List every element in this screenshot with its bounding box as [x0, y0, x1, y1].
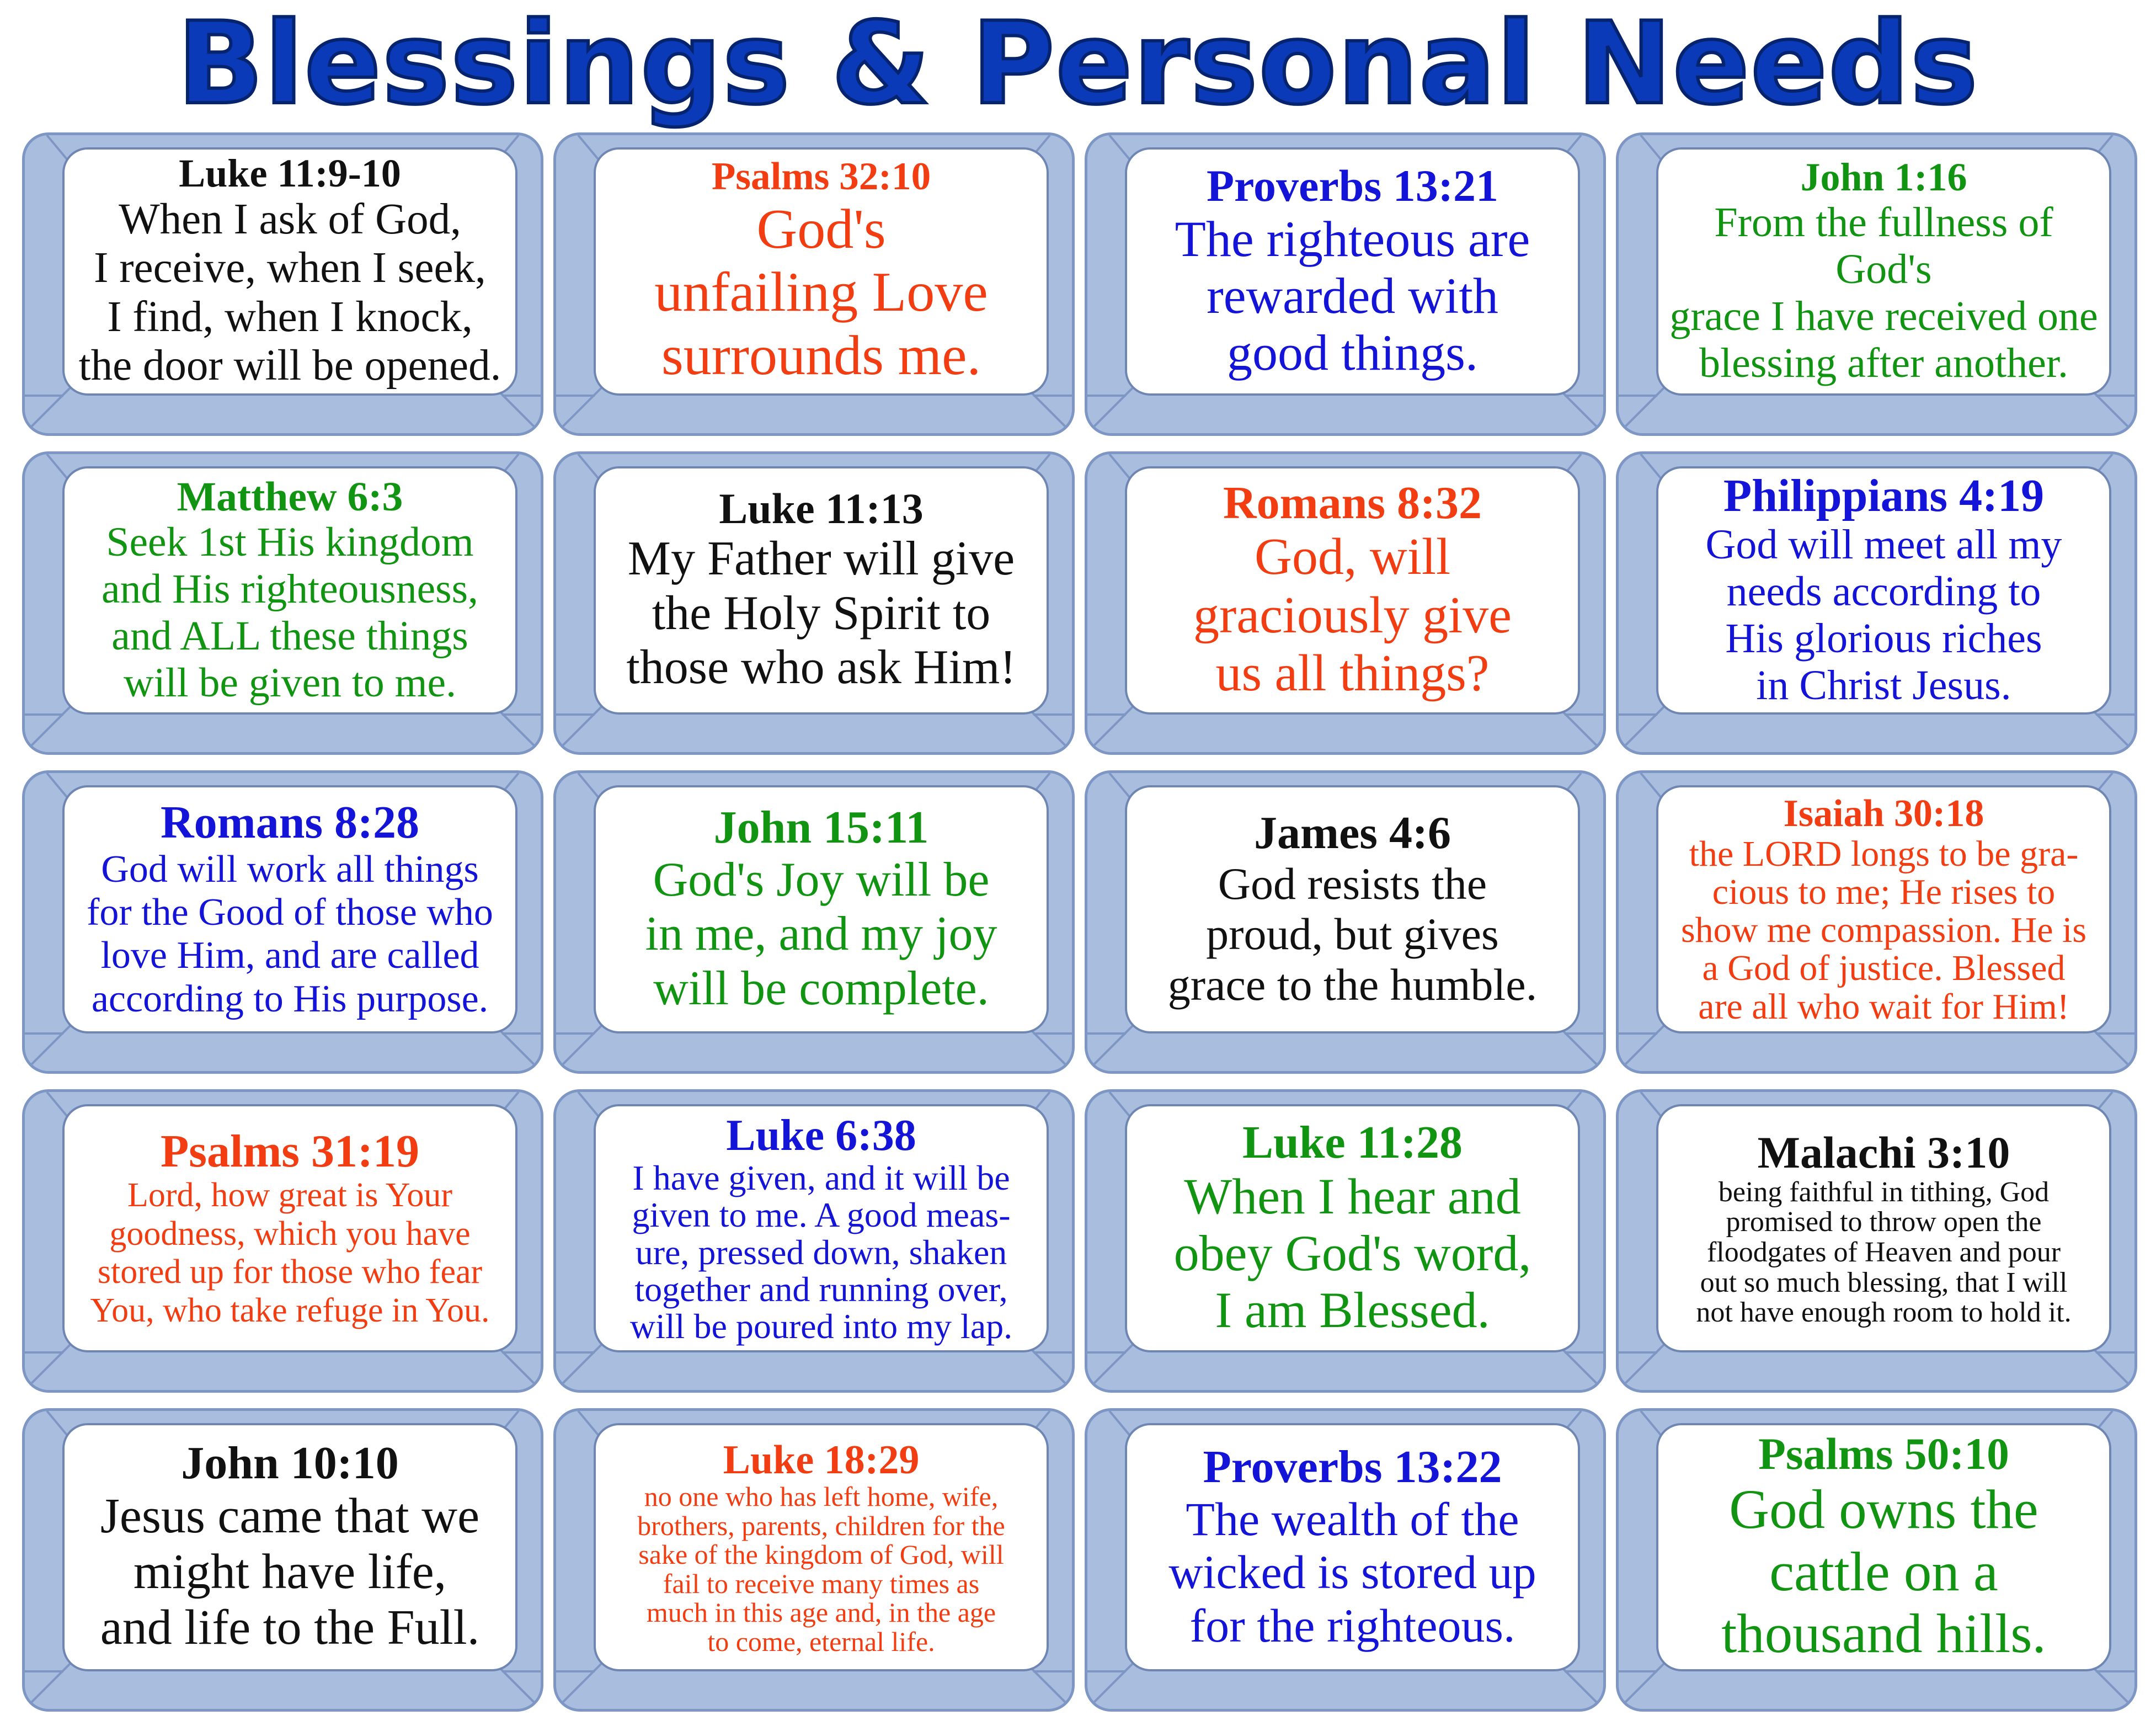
verse-reference: John 15:11 — [713, 801, 929, 853]
verse-panel — [1125, 1104, 1580, 1352]
verse-card — [1085, 770, 1606, 1074]
verse-text: being faithful in tithing, God promised to throw open the floodgates of Heaven and pour out so much blessing, that I will not have enough room to hold it. — [1696, 1176, 2072, 1329]
verse-reference: Psalms 32:10 — [711, 155, 931, 198]
verse-panel — [1125, 147, 1580, 396]
verse-panel — [62, 785, 517, 1034]
verse-panel — [594, 1104, 1049, 1352]
verse-card — [22, 451, 543, 755]
verse-reference: John 10:10 — [181, 1437, 399, 1489]
verse-card — [553, 770, 1075, 1074]
verse-text: The wealth of the wicked is stored up for the righteous. — [1168, 1492, 1536, 1652]
verse-text: God's Joy will be in me, and my joy will be complete. — [645, 853, 997, 1015]
verse-text: God will work all things for the Good of those who love Him, and are called according to His purpose. — [87, 848, 493, 1020]
verse-text: God resists the proud, but gives grace to the humble. — [1167, 858, 1538, 1010]
verse-card — [1085, 451, 1606, 755]
verse-text: My Father will give the Holy Spirit to those who ask Him! — [626, 532, 1016, 695]
verse-text: The righteous are rewarded with good things. — [1175, 210, 1530, 381]
verse-text: no one who has left home, wife, brothers, parents, children for the sake of the kingdom of God, will fail to receive many times as much in this age and, in the age to come, eternal life. — [637, 1481, 1005, 1657]
verse-card — [22, 1089, 543, 1393]
verse-card — [553, 132, 1075, 436]
verse-panel — [1656, 1104, 2111, 1352]
verse-card — [1085, 1408, 1606, 1712]
verse-reference: Psalms 50:10 — [1758, 1428, 2009, 1479]
verse-text: Seek 1st His kingdom and His righteousness, and ALL these things will be given to me. — [102, 519, 478, 706]
verse-card — [1085, 132, 1606, 436]
verse-reference: Isaiah 30:18 — [1783, 792, 1984, 835]
verse-panel — [1656, 785, 2111, 1034]
verse-text: Lord, how great is Your goodness, which you have stored up for those who fear You, who take refuge in You. — [90, 1176, 490, 1329]
page-title: Blessings & Personal Needs — [177, 0, 1979, 130]
verse-reference: John 1:16 — [1800, 155, 1967, 199]
verse-panel — [1125, 466, 1580, 715]
verse-reference: Romans 8:28 — [160, 796, 419, 848]
verse-card — [22, 770, 543, 1074]
verse-panel — [1656, 466, 2111, 715]
verse-reference: Philippians 4:19 — [1723, 470, 2045, 522]
verse-panel — [1125, 1423, 1580, 1671]
verse-reference: Romans 8:32 — [1223, 477, 1482, 529]
verse-text: God's unfailing Love surrounds me. — [654, 198, 988, 387]
verse-card — [1616, 132, 2137, 436]
verse-reference: Luke 11:9-10 — [179, 151, 401, 196]
verse-text: When I hear and obey God's word, I am Blessed. — [1173, 1168, 1531, 1338]
verse-card — [22, 132, 543, 436]
verse-card — [1616, 1089, 2137, 1393]
verse-card — [553, 1408, 1075, 1712]
verse-text: I have given, and it will be given to me. A good meas- ure, pressed down, shaken together and running over, will be poured into my lap. — [629, 1158, 1013, 1346]
verse-reference: Proverbs 13:21 — [1206, 161, 1499, 211]
verse-text: God owns the cattle on a thousand hills. — [1721, 1478, 2046, 1665]
verse-reference: Luke 11:13 — [719, 484, 924, 533]
verse-text: God, will graciously give us all things? — [1193, 528, 1512, 702]
verse-panel — [1656, 1423, 2111, 1671]
verse-card-grid — [22, 132, 2141, 1722]
verse-panel — [594, 1423, 1049, 1671]
verse-card — [22, 1408, 543, 1712]
verse-panel — [62, 1104, 517, 1352]
verse-panel — [594, 147, 1049, 396]
verse-text: When I ask of God, I receive, when I seek, I find, when I knock, the door will be opened. — [78, 195, 501, 390]
verse-reference: Luke 11:28 — [1242, 1117, 1463, 1169]
verse-card — [1616, 451, 2137, 755]
verse-reference: Proverbs 13:22 — [1203, 1441, 1502, 1493]
verse-text: the LORD longs to be gra- cious to me; He rises to show me compassion. He is a God of justice. Blessed are all who wait for Him! — [1680, 833, 2087, 1027]
verse-panel — [594, 466, 1049, 715]
verse-reference: Luke 18:29 — [723, 1437, 920, 1483]
verse-reference: Matthew 6:3 — [177, 473, 403, 520]
verse-panel — [62, 466, 517, 715]
verse-reference: Malachi 3:10 — [1757, 1127, 2010, 1178]
verse-reference: Luke 6:38 — [726, 1111, 916, 1160]
verse-text: God will meet all my needs according to His glorious riches in Christ Jesus. — [1705, 521, 2062, 709]
verse-card — [1085, 1089, 1606, 1393]
verse-reference: James 4:6 — [1254, 807, 1451, 859]
verse-card — [1616, 770, 2137, 1074]
verse-panel — [594, 785, 1049, 1034]
verse-text: Jesus came that we might have life, and life to the Full. — [100, 1489, 480, 1655]
verse-card — [553, 1089, 1075, 1393]
verse-panel — [1125, 785, 1580, 1034]
verse-panel — [1656, 147, 2111, 396]
verse-card — [1616, 1408, 2137, 1712]
verse-reference: Psalms 31:19 — [161, 1125, 419, 1177]
verse-panel — [62, 1423, 517, 1671]
verse-text: From the fullness of God's grace I have received one blessing after another. — [1669, 199, 2098, 386]
verse-card — [553, 451, 1075, 755]
verse-panel — [62, 147, 517, 396]
